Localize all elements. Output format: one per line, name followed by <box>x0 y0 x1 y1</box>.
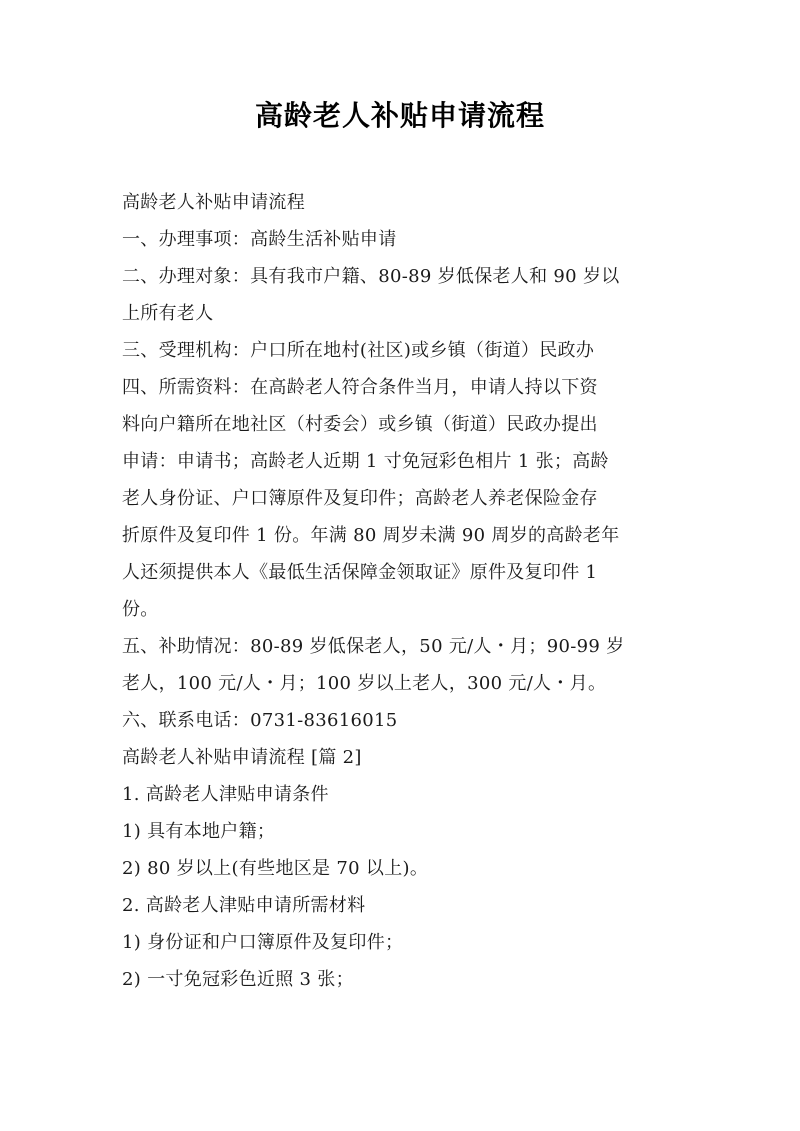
text-line: 1) 身份证和户口簿原件及复印件； <box>122 932 404 953</box>
text-line: 2) 一寸免冠彩色近照 3 张； <box>122 969 354 990</box>
text-line: 料向户籍所在地社区（村委会）或乡镇（街道）民政办提出 <box>122 414 598 435</box>
text-line: 人还须提供本人《最低生活保障金领取证》原件及复印件 1 <box>122 562 598 583</box>
text-line: 二、办理对象：具有我市户籍、80-89 岁低保老人和 90 岁以 <box>122 266 620 287</box>
text-line: 五、补助情况：80-89 岁低保老人，50 元/人・月；90-99 岁 <box>122 636 625 657</box>
text-line: 一、办理事项：高龄生活补贴申请 <box>122 229 397 250</box>
text-line: 六、联系电话：0731-83616015 <box>122 710 398 731</box>
text-line: 老人身份证、户口簿原件及复印件；高龄老人养老保险金存 <box>122 488 598 509</box>
text-line: 四、所需资料：在高龄老人符合条件当月，申请人持以下资 <box>122 377 598 398</box>
text-line: 上所有老人 <box>122 303 214 324</box>
text-line: 1. 高龄老人津贴申请条件 <box>122 784 329 805</box>
text-line: 2) 80 岁以上(有些地区是 70 以上)。 <box>122 858 429 879</box>
text-line: 高龄老人补贴申请流程 <box>122 192 305 213</box>
document-title: 高龄老人补贴申请流程 <box>254 99 545 132</box>
document-body <box>122 184 684 998</box>
text-line: 申请：申请书；高龄老人近期 1 寸免冠彩色相片 1 张；高龄 <box>122 451 609 472</box>
text-line: 高龄老人补贴申请流程 [篇 2] <box>122 747 362 768</box>
text-line: 2. 高龄老人津贴申请所需材料 <box>122 895 366 916</box>
text-line: 老人，100 元/人・月；100 岁以上老人，300 元/人・月。 <box>122 673 607 694</box>
text-line: 份。 <box>122 599 159 620</box>
text-line: 折原件及复印件 1 份。年满 80 周岁未满 90 周岁的高龄老年 <box>122 525 620 546</box>
text-line: 三、受理机构：户口所在地村(社区)或乡镇（街道）民政办 <box>122 340 595 361</box>
text-line: 1) 具有本地户籍； <box>122 821 276 842</box>
